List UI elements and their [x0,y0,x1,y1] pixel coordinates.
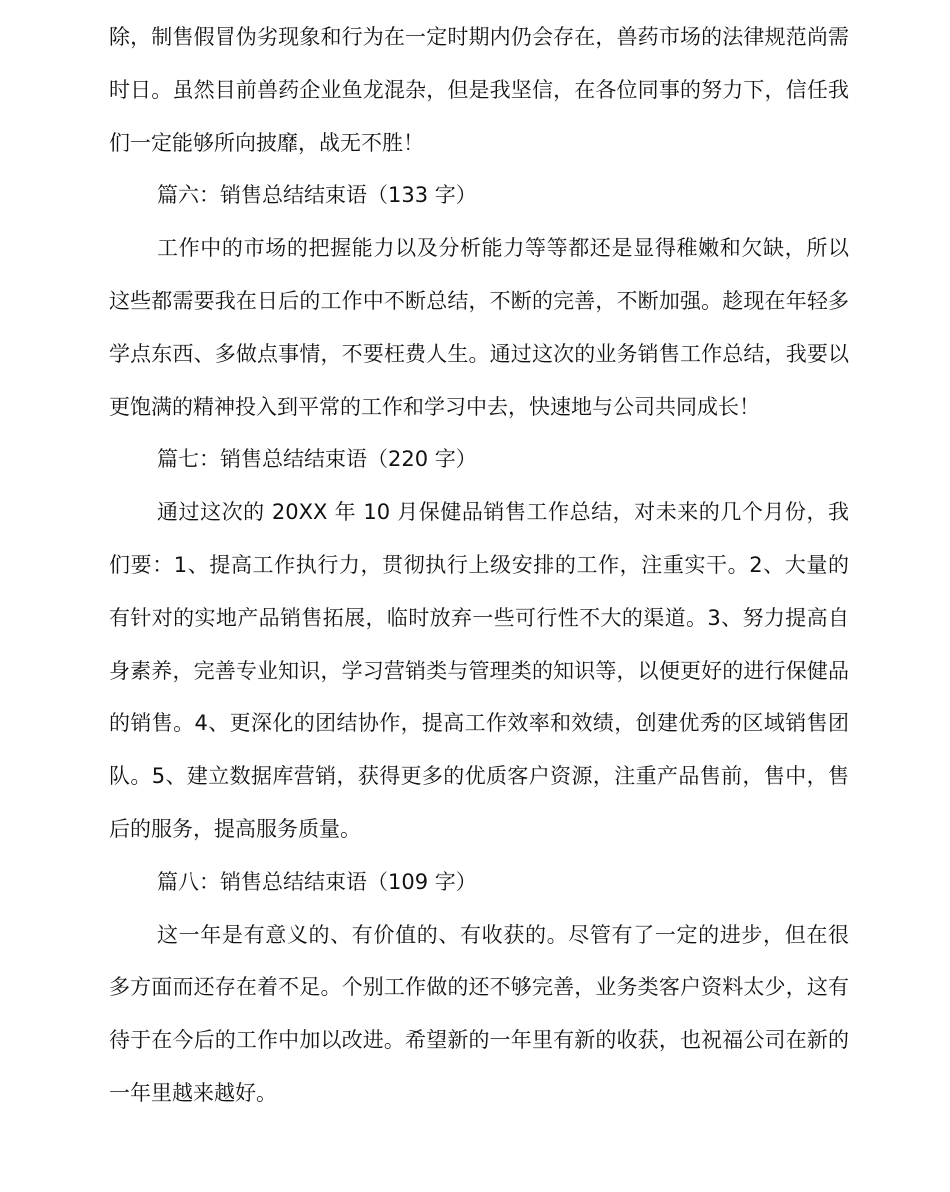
paragraph-section-8: 这一年是有意义的、有价值的、有收获的。尽管有了一定的进步，但在很多方面而还存在着不足。个别工作做的还不够完善，业务类客户资料太少，这有待于在今后的工作中加以改进。希望新的一年里有新的收获，也祝福公司在新的一年里越来越好。 [109,922,849,1105]
section-heading-7: 篇七：销售总结结束语（220 字） [157,447,477,472]
document-page [109,11,849,1120]
section-heading-8: 篇八：销售总结结束语（109 字） [157,869,477,894]
paragraph-section-6: 工作中的市场的把握能力以及分析能力等等都还是显得稚嫩和欠缺，所以这些都需要我在日后的工作中不断总结，不断的完善，不断加强。趁现在年轻多学点东西、多做点事情，不要枉费人生。通过这次的业务销售工作总结，我要以更饱满的精神投入到平常的工作和学习中去，快速地与公司共同成长！ [109,236,849,419]
paragraph-section-7: 通过这次的 20XX 年 10 月保健品销售工作总结，对未来的几个月份，我们要：1、提高工作执行力，贯彻执行上级安排的工作，注重实干。2、大量的有针对的实地产品销售拓展，临时放弃一些可行性不大的渠道。3、努力提高自身素养，完善专业知识，学习营销类与管理类的知识等，以便更好的进行保健品的销售。4、更深化的团结协作，提高工作效率和效绩，创建优秀的区域销售团队。5、建立数据库营销，获得更多的优质客户资源，注重产品售前，售中，售后的服务，提高服务质量。 [109,500,849,841]
paragraph-continuation: 除，制售假冒伪劣现象和行为在一定时期内仍会存在，兽药市场的法律规范尚需时日。虽然目前兽药企业鱼龙混杂，但是我坚信，在各位同事的努力下，信任我们一定能够所向披靡，战无不胜！ [109,25,849,155]
section-heading-6: 篇六：销售总结结束语（133 字） [157,183,477,208]
